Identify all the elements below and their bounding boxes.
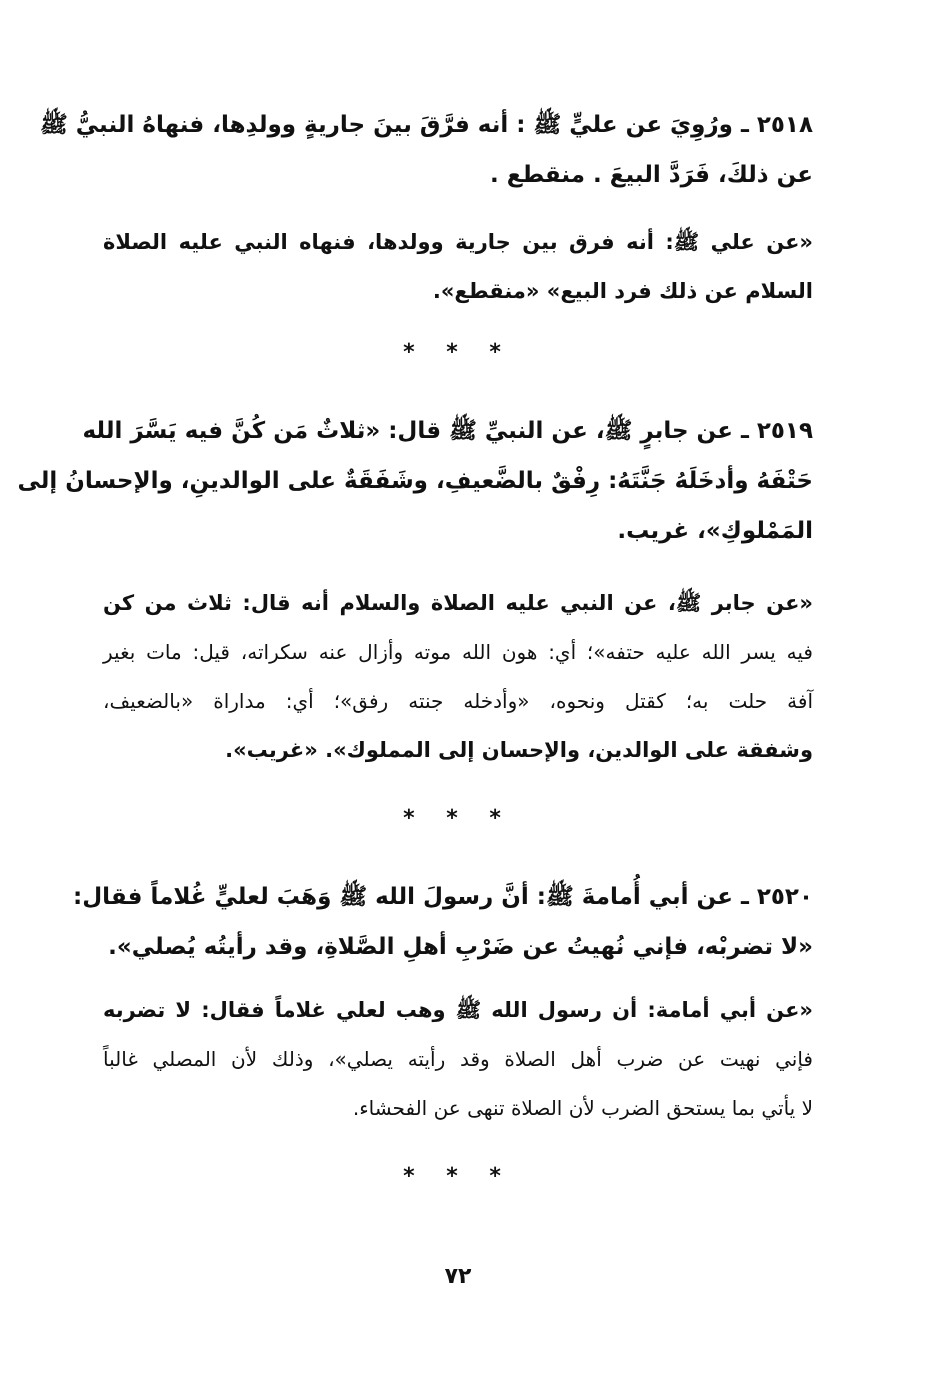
section-divider: * * * <box>403 1164 513 1189</box>
commentary-line: «عن أبي أمامة: أن رسول الله ﷺ وهب لعلي غلاماً فقال: لا تضربه <box>103 998 813 1022</box>
hadith-line: عن ذلكَ، فَرَدَّ البيعَ . منقطع . <box>490 162 813 188</box>
commentary-2520 <box>103 986 813 1133</box>
hadith-2520 <box>73 872 813 972</box>
commentary-line: فإني نهيت عن ضرب أهل الصلاة وقد رأيته يصلي»، وذلك لأن المصلي غالباً <box>103 1047 813 1071</box>
commentary-line: «عن جابر ﷺ، عن النبي عليه الصلاة والسلام أنه قال: ثلاث من كن <box>103 591 813 615</box>
hadith-line: ٢٥١٩ ـ عن جابرٍ ﷺ، عن النبيِّ ﷺ قال: «ثلاثٌ مَن كُنَّ فيه يَسَّرَ الله <box>82 418 813 444</box>
commentary-line: آفة حلت به؛ كقتل ونحوه، «وأدخله جنته رفق»؛ أي: مداراة «بالضعيف، <box>103 689 813 713</box>
commentary-2518 <box>103 218 813 316</box>
commentary-line: «عن علي ﷺ: أنه فرق بين جارية وولدها، فنهاه النبي عليه الصلاة <box>103 230 813 254</box>
hadith-line: ٢٥٢٠ ـ عن أبي أُمامةَ ﷺ: أنَّ رسولَ الله ﷺ وَهَبَ لعليٍّ غُلاماً فقال: <box>73 884 813 910</box>
hadith-line: ٢٥١٨ ـ ورُوِيَ عن عليٍّ ﷺ : أنه فرَّقَ بينَ جاريةٍ وولدِها، فنهاهُ النبيُّ ﷺ <box>40 112 813 138</box>
hadith-2519 <box>17 406 813 556</box>
hadith-line: المَمْلوكِ»، غريب. <box>617 518 813 544</box>
commentary-line: وشفقة على الوالدين، والإحسان إلى المملوك». «غريب». <box>225 738 813 762</box>
hadith-line: «لا تضربْه، فإني نُهيتُ عن ضَرْبِ أهلِ الصَّلاةِ، وقد رأيتُه يُصلي». <box>108 934 813 960</box>
page-number: ٧٢ <box>444 1264 472 1289</box>
section-divider: * * * <box>403 340 513 365</box>
commentary-line: فيه يسر الله عليه حتفه»؛ أي: هون الله موته وأزال عنه سكراته، قيل: مات بغير <box>103 640 813 664</box>
book-page <box>17 96 813 1336</box>
commentary-line: لا يأتي بما يستحق الضرب لأن الصلاة تنهى عن الفحشاء. <box>352 1096 813 1120</box>
commentary-2519 <box>103 579 813 775</box>
hadith-2518 <box>40 100 813 200</box>
commentary-line: السلام عن ذلك فرد البيع» «منقطع». <box>432 279 813 303</box>
hadith-line: حَتْفَهُ وأدخَلَهُ جَنَّتَهُ: رِفْقٌ بالضَّعيفِ، وشَفَقَةٌ على الوالدينِ، والإحسانُ إلى <box>17 468 813 494</box>
section-divider: * * * <box>403 806 513 831</box>
